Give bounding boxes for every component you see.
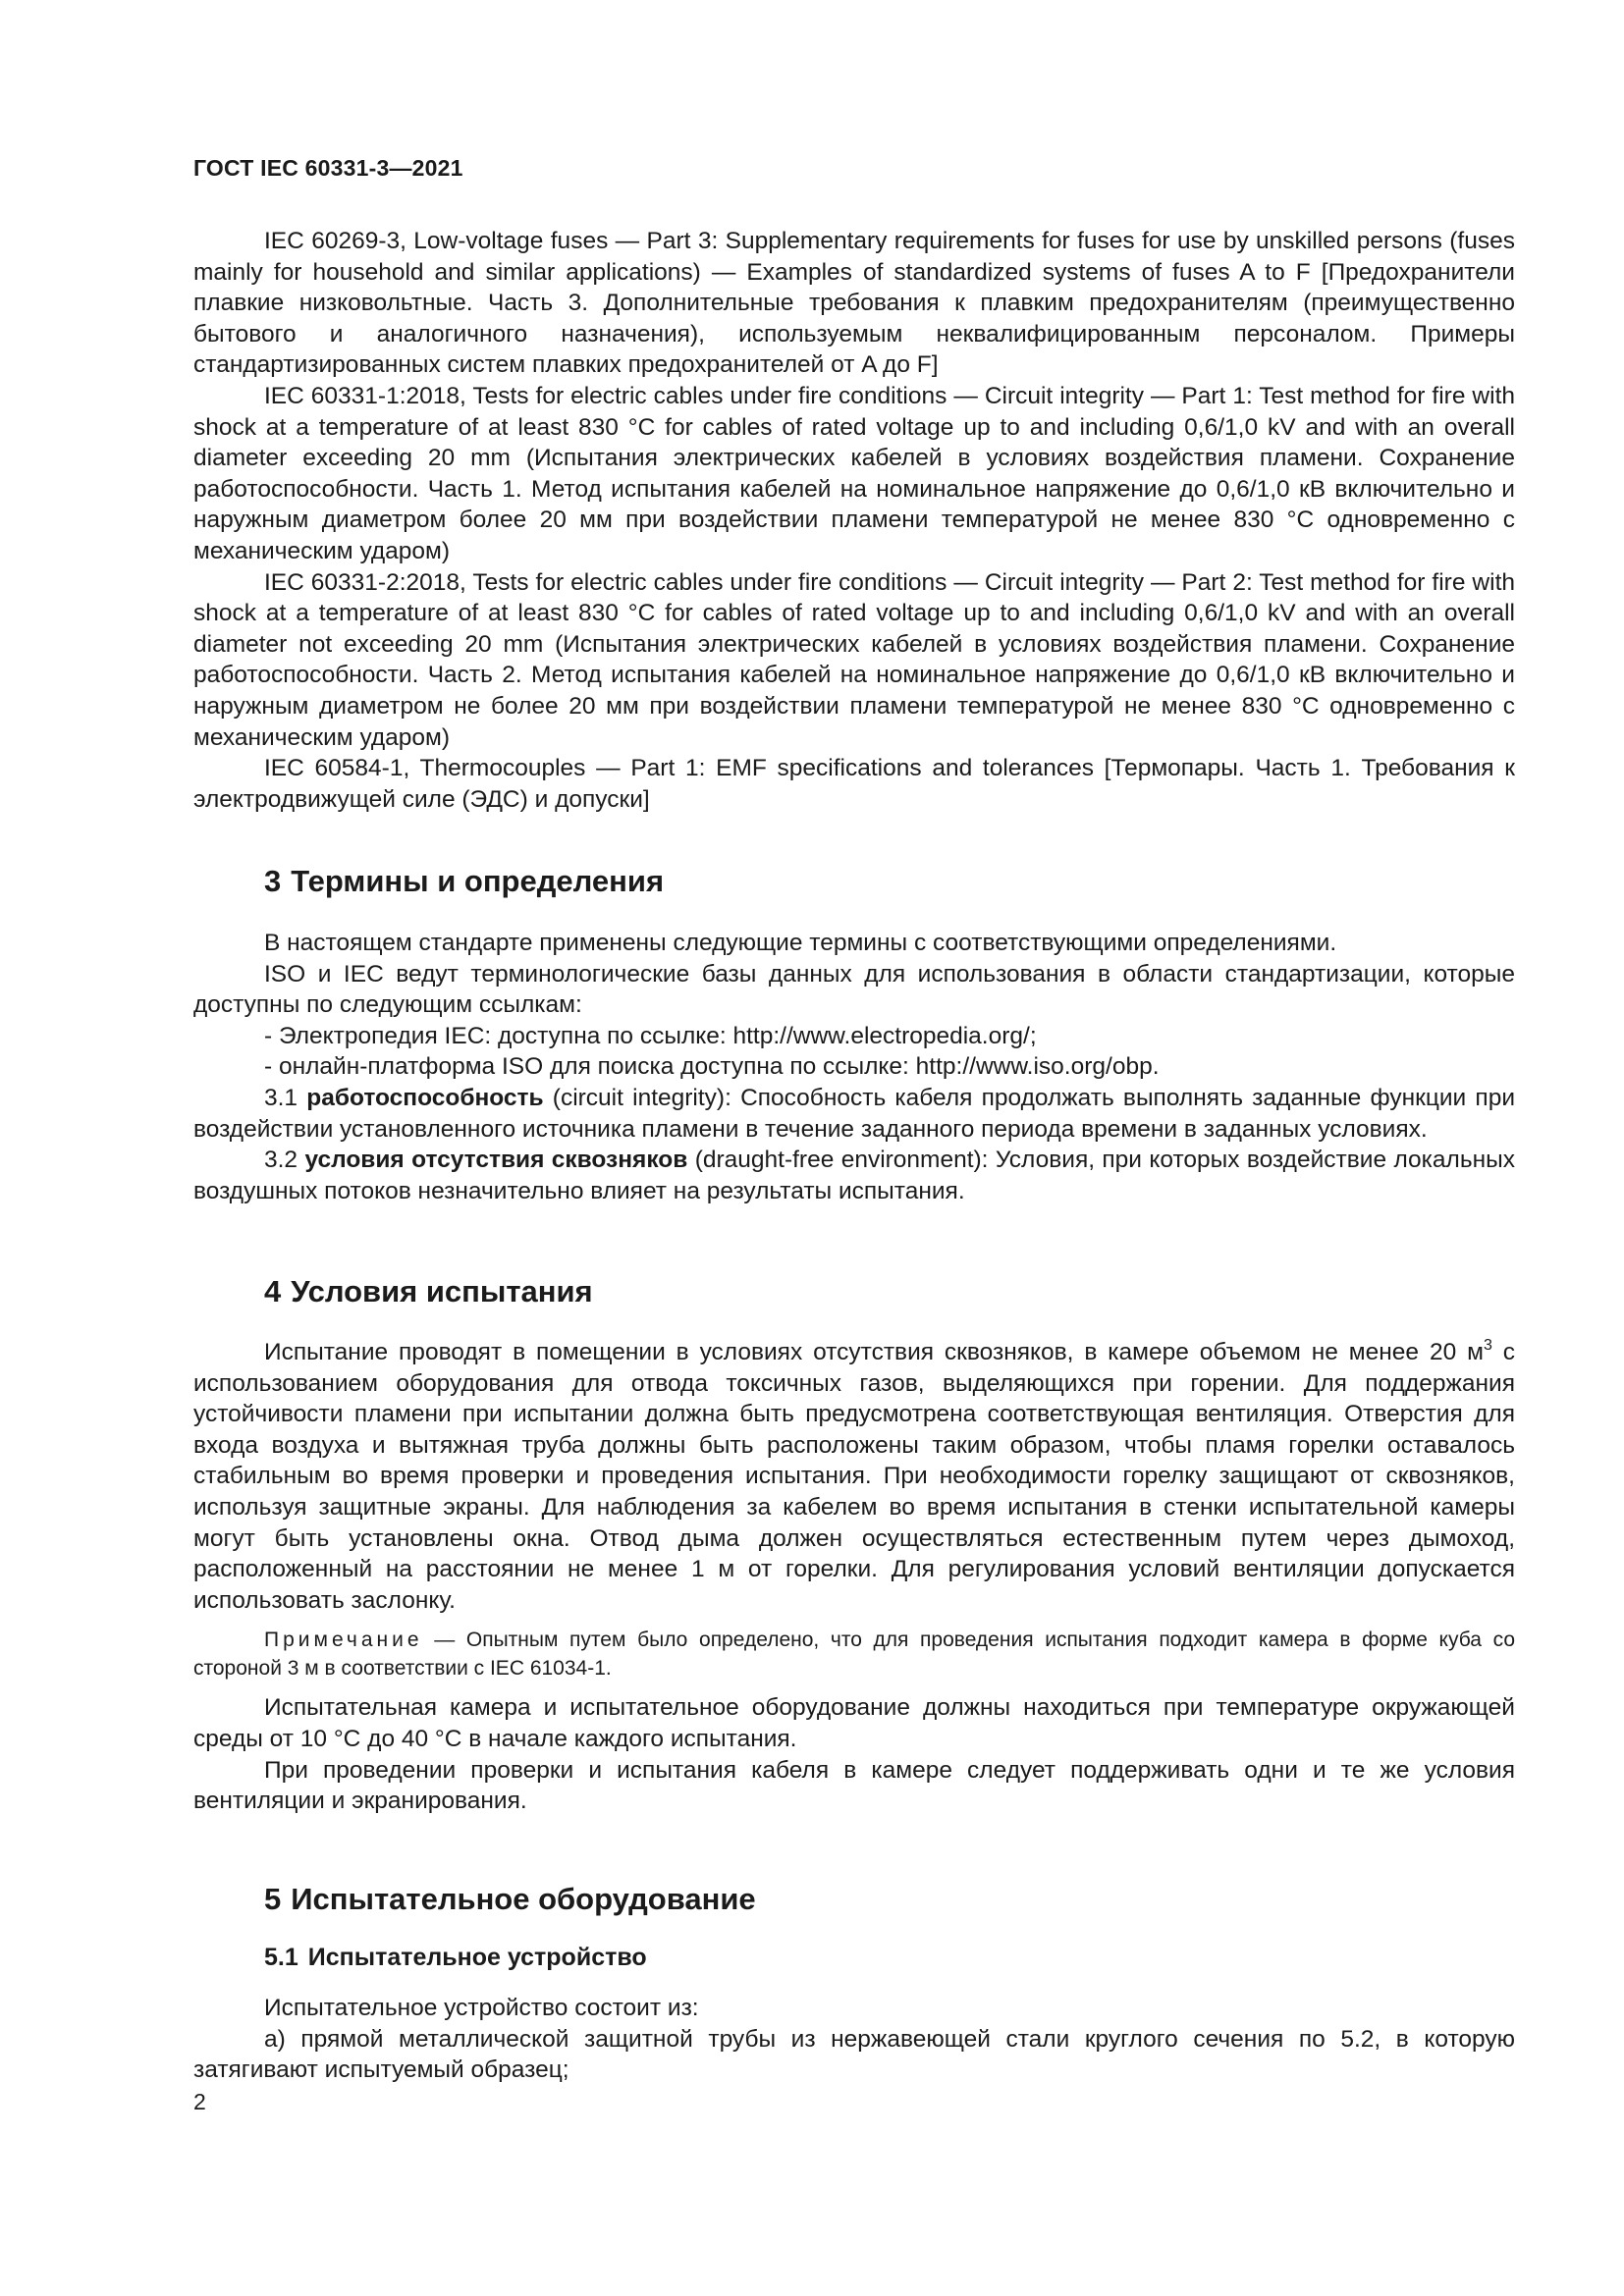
section-5-body	[193, 1993, 1515, 2086]
term-name: работоспособность	[306, 1084, 544, 1111]
link-item: - Электропедия IEC: доступна по ссылке: http://www.electropedia.org/;	[264, 1022, 1037, 1049]
reference-item: IEC 60584-1, Thermocouples — Part 1: EMF specifications and tolerances [Термопары. Часть 1. Требования к электродвижущей силе (ЭДС) и допуски]	[193, 755, 1515, 813]
section-3-heading	[264, 864, 664, 899]
reference-item: IEC 60331-1:2018, Tests for electric cables under fire conditions — Circuit integrity — Part 1: Test method for fire with shock at a temperature of at least 830 °C for cables of rated voltage up to and including 0,6/1,0 kV and with an overall diameter exceeding 20 mm (Испытания электрических кабелей в условиях воздействия пламени. Сохранение работоспособности. Часть 1. Метод испытания кабелей на номинальное напряжение до 0,6/1,0 кВ включительно и наружным диаметром более 20 мм при воздействии пламени температурой не менее 830 °С одновременно с механическим ударом)	[193, 382, 1515, 564]
term-name: условия отсутствия сквозняков	[304, 1147, 688, 1174]
section-number: 4	[264, 1274, 282, 1308]
paragraph: Испытательная камера и испытательное оборудование должны находиться при температуре окружающей среды от 10 °С до 40 °С в начале каждого испытания.	[193, 1694, 1515, 1752]
note-text: — Опытным путем было определено, что для проведения испытания подходит камера в форме куба со стороной 3 м в соответствии с IEC 61034-1.	[193, 1629, 1515, 1681]
paragraph	[193, 1337, 1515, 1616]
term-number: 3.1	[264, 1084, 298, 1111]
section-title: Термины и определения	[291, 864, 665, 898]
section-4-heading	[264, 1274, 593, 1309]
note-label: Примечание	[264, 1629, 423, 1652]
paragraph: При проведении проверки и испытания кабеля в камере следует поддерживать одни и те же условия вентиляции и экранирования.	[193, 1756, 1515, 1815]
section-3-body	[193, 928, 1515, 1206]
paragraph-text: Испытание проводят в помещении в условиях отсутствия сквозняков, в камере объемом не менее 20 м	[264, 1339, 1484, 1365]
paragraph-text: с использованием оборудования для отвода токсичных газов, выделяющихся при горении. Для поддержания устойчивости пламени при испытании должна быть предусмотрена соответствующая вентиляция. Отверстия для входа воздуха и вытяжная труба должны быть расположены таким образом, чтобы пламя горелки оставалось стабильным во время проверки и проведения испытания. При необходимости горелку защищают от сквозняков, используя защитные экраны. Для наблюдения за кабелем во время испытания в стенки испытательной камеры могут быть установлены окна. Отвод дыма должен осуществляться естественным путем через дымоход, расположенный на расстоянии не менее 1 м от горелки. Для регулирования условий вентиляции допускается использовать заслонку.	[193, 1339, 1516, 1614]
section-5-heading	[264, 1882, 756, 1917]
link-item: - онлайн-платформа ISO для поиска доступна по ссылке: http://www.iso.org/obp.	[264, 1053, 1160, 1081]
term-text: (circuit integrity): Способность кабеля продолжать выполнять заданные функции при воздействии установленного источника пламени в течение заданного периода времени в заданных условиях.	[193, 1084, 1516, 1143]
reference-item: IEC 60331-2:2018, Tests for electric cables under fire conditions — Circuit integrity — Part 2: Test method for fire with shock at a temperature of at least 830 °C for cables of rated voltage up to and including 0,6/1,0 kV and with an overall diameter not exceeding 20 mm (Испытания электрических кабелей в условиях воздействия пламени. Сохранение работоспособности. Часть 2. Метод испытания кабелей на номинальное напряжение до 0,6/1,0 кВ включительно и наружным диаметром не более 20 мм при воздействии пламени температурой не менее 830 °С одновременно с механическим ударом)	[193, 568, 1515, 751]
subsection-title: Испытательное устройство	[307, 1944, 647, 1971]
term-number: 3.2	[264, 1147, 298, 1174]
subsection-5-1-heading	[264, 1944, 647, 1972]
term-definition	[193, 1083, 1515, 1145]
term-text: (draught-free environment): Условия, при которых воздействие локальных воздушных потоков незначительно влияет на результаты испытания.	[193, 1147, 1515, 1204]
section-number: 5	[264, 1882, 282, 1916]
term-definition	[193, 1145, 1515, 1206]
section-title: Испытательное оборудование	[291, 1882, 756, 1916]
paragraph: ISO и IEC ведут терминологические базы данных для использования в области стандартизации, которые доступны по следующим ссылкам:	[193, 960, 1515, 1019]
section-4-body	[193, 1337, 1515, 1817]
section-number: 3	[264, 864, 282, 898]
subsection-number: 5.1	[264, 1944, 298, 1971]
references-list	[193, 226, 1515, 815]
reference-item: IEC 60269-3, Low-voltage fuses — Part 3: Supplementary requirements for fuses for use by unskilled persons (fuses mainly for household and similar applications) — Examples of standardized systems of fuses A to F [Предохранители плавкие низковольтные. Часть 3. Дополнительные требования к плавким предохранителям (преимущественно бытового и аналогичного назначения), используемым неквалифицированным персоналом. Примеры стандартизированных систем плавких предохранителей от A до F]	[193, 228, 1515, 379]
paragraph: Испытательное устройство состоит из:	[264, 1995, 699, 2021]
section-title: Условия испытания	[291, 1274, 593, 1308]
paragraph: В настоящем стандарте применены следующие термины с соответствующими определениями.	[264, 930, 1337, 956]
note	[193, 1626, 1515, 1682]
list-item: а) прямой металлической защитной трубы из нержавеющей стали круглого сечения по 5.2, в которую затягивают испытуемый образец;	[193, 2025, 1515, 2084]
document-header: ГОСТ IEC 60331-3—2021	[193, 155, 463, 181]
page-number: 2	[193, 2089, 206, 2114]
superscript: 3	[1483, 1337, 1492, 1354]
